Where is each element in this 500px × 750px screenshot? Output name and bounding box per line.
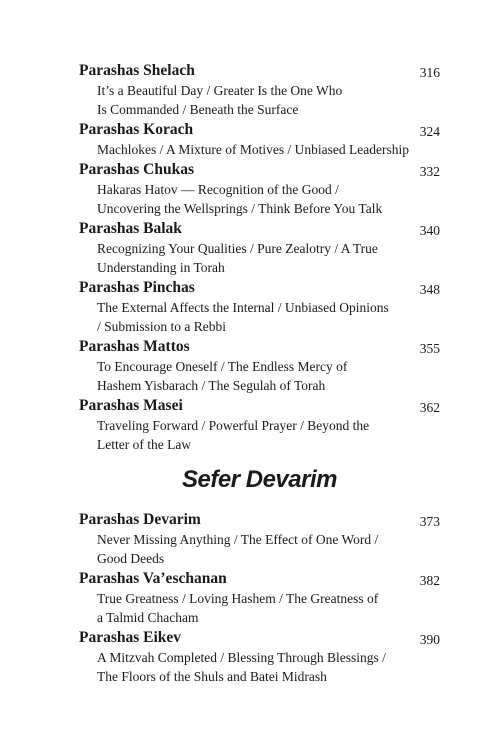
entry-description: [97, 357, 440, 395]
entry-title: Parashas Chukas: [79, 161, 194, 178]
toc-entry-header: [79, 60, 440, 81]
description-line: To Encourage Oneself / The Endless Mercy of: [97, 359, 348, 374]
page-number: 373: [419, 514, 440, 529]
page-number: 340: [419, 223, 440, 238]
description-line: True Greatness / Loving Hashem / The Greatness of: [97, 591, 379, 606]
entry-title: Parashas Va’eschanan: [79, 570, 227, 587]
toc-entry-header: [79, 509, 440, 530]
toc-entry[interactable]: [79, 395, 440, 454]
entry-description: [97, 416, 440, 454]
entry-description: [97, 648, 440, 686]
entry-title: Parashas Korach: [79, 121, 194, 138]
toc-entry[interactable]: [79, 336, 440, 395]
entry-title: Parashas Devarim: [79, 511, 201, 528]
page-number: 348: [419, 282, 440, 297]
description-line: Recognizing Your Qualities / Pure Zealotry / A True: [97, 241, 378, 256]
toc-entry-header: [79, 336, 440, 357]
toc-entry-header: [79, 119, 440, 140]
description-line: Is Commanded / Beneath the Surface: [97, 102, 299, 117]
entry-title: Parashas Shelach: [79, 62, 195, 79]
toc-entry[interactable]: [79, 509, 440, 568]
page-number: 362: [419, 400, 440, 415]
toc-entry-header: [79, 568, 440, 589]
page-number: 324: [419, 124, 440, 139]
toc-entry[interactable]: [79, 627, 440, 686]
description-line: It’s a Beautiful Day / Greater Is the One Who: [97, 83, 343, 98]
toc-entry[interactable]: [79, 60, 440, 119]
description-line: Good Deeds: [97, 551, 165, 566]
toc-entry[interactable]: [79, 159, 440, 218]
entry-description: [97, 81, 440, 119]
entry-description: [97, 589, 440, 627]
toc-entry[interactable]: [79, 568, 440, 627]
page-number: 355: [419, 341, 440, 356]
description-line: Hakaras Hatov — Recognition of the Good /: [97, 182, 339, 197]
description-line: a Talmid Chacham: [97, 610, 199, 625]
description-line: Machlokes / A Mixture of Motives / Unbiased Leadership: [97, 142, 409, 157]
description-line: The External Affects the Internal / Unbiased Opinions: [97, 300, 389, 315]
entry-description: [97, 530, 440, 568]
entry-title: Parashas Pinchas: [79, 279, 195, 296]
entry-title: Parashas Mattos: [79, 338, 190, 355]
page-number: 382: [419, 573, 440, 588]
toc-entry-header: [79, 277, 440, 298]
toc-entry[interactable]: [79, 218, 440, 277]
entry-title: Parashas Masei: [79, 397, 183, 414]
description-line: The Floors of the Shuls and Batei Midrash: [97, 669, 327, 684]
entry-description: [97, 180, 440, 218]
toc-entry[interactable]: [79, 119, 440, 159]
entry-description: [97, 140, 440, 159]
entry-title: Parashas Eikev: [79, 629, 182, 646]
description-line: Hashem Yisbarach / The Segulah of Torah: [97, 378, 326, 393]
toc-entry-header: [79, 159, 440, 180]
page-number: 332: [419, 164, 440, 179]
description-line: A Mitzvah Completed / Blessing Through Blessings /: [97, 650, 386, 665]
description-line: Letter of the Law: [97, 437, 192, 452]
toc-entry-header: [79, 395, 440, 416]
description-line: Understanding in Torah: [97, 260, 225, 275]
toc-entry-header: [79, 627, 440, 648]
description-line: Traveling Forward / Powerful Prayer / Beyond the: [97, 418, 370, 433]
entry-description: [97, 239, 440, 277]
description-line: Uncovering the Wellsprings / Think Before You Talk: [97, 201, 383, 216]
page-number: 390: [419, 632, 440, 647]
toc-entry-header: [79, 218, 440, 239]
toc-entry[interactable]: [79, 277, 440, 336]
entry-description: [97, 298, 440, 336]
section-heading: Sefer Devarim: [182, 466, 337, 493]
description-line: Never Missing Anything / The Effect of One Word /: [97, 532, 379, 547]
page-number: 316: [419, 65, 440, 80]
description-line: / Submission to a Rebbi: [97, 319, 227, 334]
entry-title: Parashas Balak: [79, 220, 182, 237]
table-of-contents: [79, 60, 440, 686]
